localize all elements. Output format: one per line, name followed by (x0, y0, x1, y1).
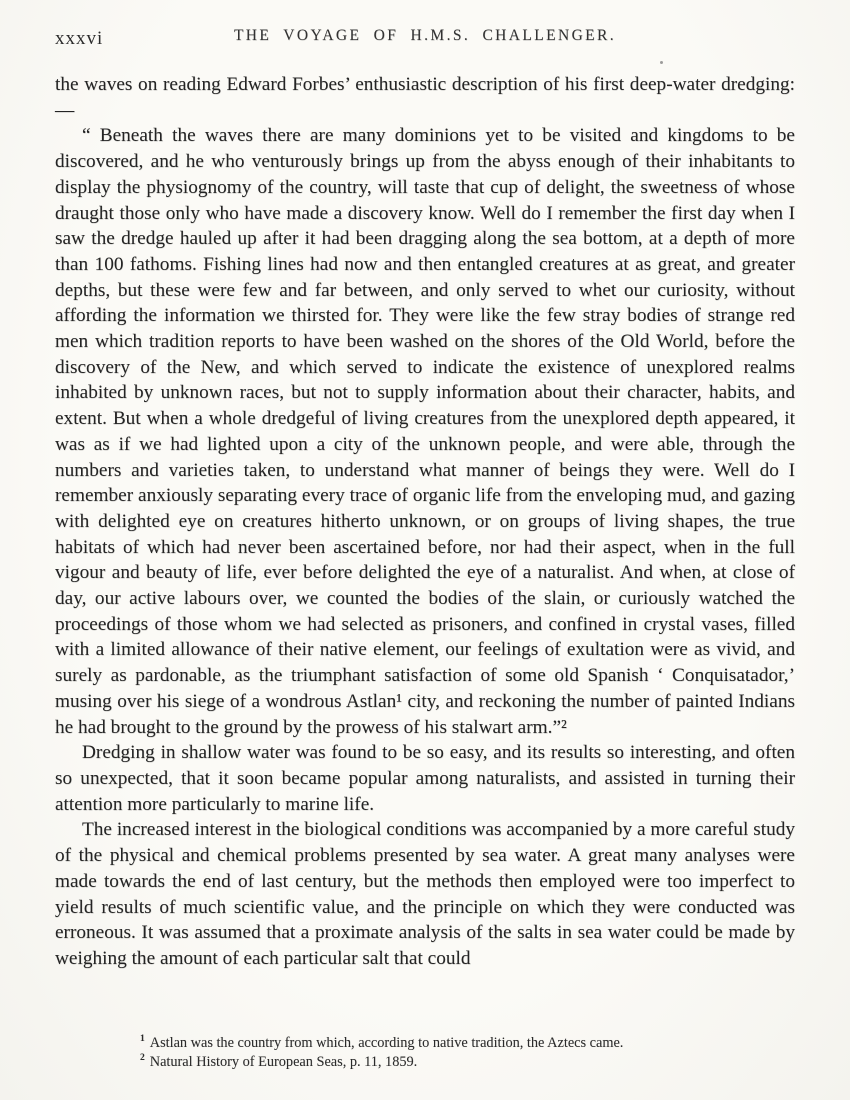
paragraph-dredging: Dredging in shallow water was found to be so easy, and its results so interesting, and often so unexpected, that it soon became popular among naturalists, and assisted in turning their attention more particularly to marine life. (55, 742, 795, 815)
footnotes (140, 1034, 780, 1072)
scan-artifact (660, 61, 663, 64)
paragraph-continuation: the waves on reading Edward Forbes’ enthusiastic description of his first deep-water dredging:— (55, 74, 795, 121)
footnote-2 (140, 1053, 780, 1072)
quote-paragraph: “ Beneath the waves there are many dominions yet to be visited and kingdoms to be discovered, and he who venturously brings up from the abyss enough of their inhabitants to display the physiognomy of the country, will taste that cup of delight, the sweetness of whose draught those only who have made a discovery know. Well do I remember the first day when I saw the dredge hauled up after it had been dragging along the sea bottom, at a depth of more than 100 fathoms. Fishing lines had now and then entangled creatures at as great, and greater depths, but these were few and far between, and only served to whet our curiosity, without affording the information we thirsted for. They were like the few stray bodies of strange red men which tradition reports to have been washed on the shores of the Old World, before the discovery of the New, and which served to indicate the existence of unexplored realms inhabited by unknown races, but not to supply information about their character, habits, and extent. But when a whole dredgeful of living creatures from the unexplored depth appeared, it was as if we had lighted upon a city of the unknown people, and were able, through the numbers and varieties taken, to understand what manner of beings they were. Well do I remember anxiously separating every trace of organic life from the enveloping mud, and gazing with delighted eye on creatures hitherto unknown, or on groups of living shapes, the true habitats of which had never been ascertained before, nor had their aspect, when in the full vigour and beauty of life, ever before delighted the eye of a naturalist. And when, at close of day, our active labours over, we counted the bodies of the slain, or curiously watched the proceedings of those whom we had selected as prisoners, and confined in crystal vases, filled with a limited allowance of their native element, our feelings of exultation were as vivid, and surely as pardonable, as the triumphant satisfaction of some old Spanish ‘ Conquisatador,’ musing over his siege of a wondrous Astlan¹ city, and reckoning the number of painted Indians he had brought to the ground by the prowess of his stalwart arm.”² (55, 125, 795, 738)
page-body (55, 72, 795, 972)
footnote-2-text: Natural History of European Seas, p. 11, 1859. (149, 1054, 418, 1070)
page-header (55, 27, 795, 51)
page-number: xxxvi (55, 28, 104, 49)
paragraph-increased-interest: The increased interest in the biological conditions was accompanied by a more careful study of the physical and chemical problems presented by sea water. A great many analyses were made towards the end of last century, but the methods then employed were too imperfect to yield results of much scientific value, and the principle on which they were conducted was erroneous. It was assumed that a proximate analysis of the salts in sea water could be made by weighing the amount of each particular salt that could (55, 819, 795, 969)
footnote-1 (140, 1034, 780, 1053)
footnote-1-text: Astlan was the country from which, according to native tradition, the Aztecs came. (149, 1035, 624, 1051)
running-title: THE VOYAGE OF H.M.S. CHALLENGER. (233, 27, 617, 44)
footnote-1-marker: 1 (140, 1034, 145, 1045)
footnote-2-marker: 2 (140, 1053, 145, 1064)
